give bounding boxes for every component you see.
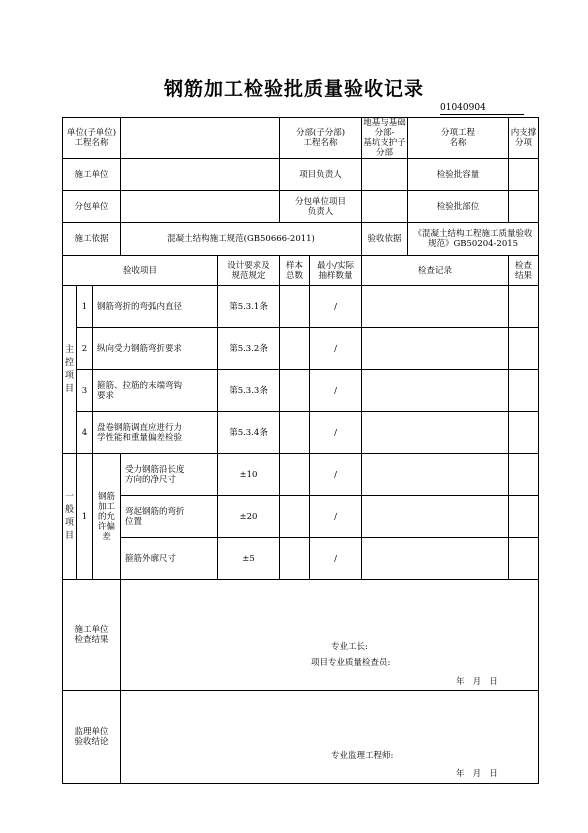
supervision-engineer-label: 专业监理工程师: <box>331 751 394 761</box>
acceptance-label: 验收依据 <box>362 223 408 256</box>
row-name: 箍筋、拉筋的末端弯钩 要求 <box>93 370 218 412</box>
row-sample-total[interactable] <box>280 286 310 328</box>
row-spec: 第5.3.4条 <box>218 412 280 454</box>
table-row <box>63 286 539 328</box>
col-sample-total: 样本 总数 <box>280 256 310 286</box>
row-result[interactable] <box>509 496 539 538</box>
row-sample-total[interactable] <box>280 370 310 412</box>
table-row <box>63 328 539 370</box>
foreman-label: 专业工长: <box>331 642 368 652</box>
header-row-unit <box>63 118 539 159</box>
row-result[interactable] <box>509 412 539 454</box>
column-header-row <box>63 256 539 286</box>
row-name: 钢筋弯折的弯弧内直径 <box>93 286 218 328</box>
supervision-check-row <box>63 691 539 784</box>
row-no: 1 <box>77 454 93 580</box>
acceptance-value[interactable]: 《混凝土结构工程施工质量验收 规范》GB50204-2015 <box>408 223 539 256</box>
row-sample[interactable]: / <box>310 454 362 496</box>
row-no: 3 <box>77 370 93 412</box>
row-record[interactable] <box>362 454 509 496</box>
row-spec: 第5.3.3条 <box>218 370 280 412</box>
row-result[interactable] <box>509 538 539 580</box>
row-sample-total[interactable] <box>280 412 310 454</box>
page-title: 钢筋加工检验批质量验收记录 <box>163 78 424 100</box>
table-row <box>63 454 539 496</box>
construction-check-area[interactable] <box>121 580 539 691</box>
supervision-check-area[interactable] <box>121 691 539 784</box>
row-name: 受力钢筋沿长度 方向的净尺寸 <box>121 454 218 496</box>
division-label: 分部(子分部) 工程名称 <box>280 118 362 159</box>
header-row-basis <box>63 223 539 256</box>
row-result[interactable] <box>509 454 539 496</box>
record-code: 01040904 <box>440 103 524 115</box>
inspection-form <box>62 117 539 784</box>
col-record: 检查记录 <box>362 256 509 286</box>
col-design: 设计要求及 规范规定 <box>218 256 280 286</box>
table-row <box>63 496 539 538</box>
row-sample[interactable]: / <box>310 328 362 370</box>
table-row <box>63 538 539 580</box>
row-sample-total[interactable] <box>280 496 310 538</box>
construction-check-label: 施工单位 检查结果 <box>63 580 121 691</box>
construction-check-row <box>63 580 539 691</box>
row-no: 1 <box>77 286 93 328</box>
header-row-contractor <box>63 159 539 191</box>
unit-label: 单位(子单位) 工程名称 <box>63 118 121 159</box>
table-row <box>63 370 539 412</box>
table-row <box>63 412 539 454</box>
row-result[interactable] <box>509 328 539 370</box>
row-spec: 第5.3.1条 <box>218 286 280 328</box>
row-sample[interactable]: / <box>310 496 362 538</box>
supervision-date: 年 月 日 <box>456 769 498 779</box>
col-item: 验收项目 <box>63 256 218 286</box>
row-sample-total[interactable] <box>280 454 310 496</box>
row-spec: ±5 <box>218 538 280 580</box>
row-spec: 第5.3.2条 <box>218 328 280 370</box>
pm-value[interactable] <box>362 159 408 191</box>
division-value[interactable]: 地基与基础分部- 基坑支护子分部 <box>363 118 406 158</box>
subcontractor-label: 分包单位 <box>63 191 121 223</box>
subitem-label: 分项工程 名称 <box>408 118 509 159</box>
row-record[interactable] <box>362 496 509 538</box>
row-record[interactable] <box>362 286 509 328</box>
subcontractor-value[interactable] <box>121 191 280 223</box>
row-sample-total[interactable] <box>280 328 310 370</box>
col-result: 检查 结果 <box>509 256 539 286</box>
row-record[interactable] <box>362 328 509 370</box>
main-items-label: 主 控 项 目 <box>63 286 77 454</box>
part-value[interactable] <box>509 191 539 223</box>
row-spec: ±10 <box>218 454 280 496</box>
construction-date: 年 月 日 <box>456 677 498 687</box>
row-record[interactable] <box>362 370 509 412</box>
batch-label: 检验批容量 <box>408 159 509 191</box>
row-sample[interactable]: / <box>310 370 362 412</box>
row-name: 弯起钢筋的弯折 位置 <box>121 496 218 538</box>
contractor-label: 施工单位 <box>63 159 121 191</box>
row-result[interactable] <box>509 370 539 412</box>
row-result[interactable] <box>509 286 539 328</box>
row-sample-total[interactable] <box>280 538 310 580</box>
sub-pm-value[interactable] <box>362 191 408 223</box>
row-spec: ±20 <box>218 496 280 538</box>
row-sample[interactable]: / <box>310 538 362 580</box>
batch-value[interactable] <box>509 159 539 191</box>
row-record[interactable] <box>362 412 509 454</box>
part-label: 检验批部位 <box>408 191 509 223</box>
row-no: 2 <box>77 328 93 370</box>
contractor-value[interactable] <box>121 159 280 191</box>
supervision-check-label: 监理单位 验收结论 <box>63 691 121 784</box>
col-min-sample: 最小/实际 抽样数量 <box>310 256 362 286</box>
row-sample[interactable]: / <box>310 412 362 454</box>
general-sub-label: 钢筋 加工 的允 许偏 差 <box>93 454 121 580</box>
row-record[interactable] <box>362 538 509 580</box>
row-name: 纵向受力钢筋弯折要求 <box>93 328 218 370</box>
unit-value[interactable] <box>121 118 280 159</box>
row-name: 箍筋外廓尺寸 <box>121 538 218 580</box>
row-name: 盘卷钢筋调直应进行力 学性能和重量偏差检验 <box>93 412 218 454</box>
header-row-subcontractor <box>63 191 539 223</box>
subitem-value[interactable]: 内支撑分项 <box>509 118 539 159</box>
basis-label: 施工依据 <box>63 223 121 256</box>
quality-inspector-label: 项目专业质量检查员: <box>311 658 391 668</box>
general-items-label: 一 般 项 目 <box>63 454 77 580</box>
row-no: 4 <box>77 412 93 454</box>
sub-pm-label: 分包单位项目 负责人 <box>280 191 362 223</box>
pm-label: 项目负责人 <box>280 159 362 191</box>
row-sample[interactable]: / <box>310 286 362 328</box>
basis-value[interactable]: 混凝土结构施工规范(GB50666-2011) <box>121 223 362 256</box>
